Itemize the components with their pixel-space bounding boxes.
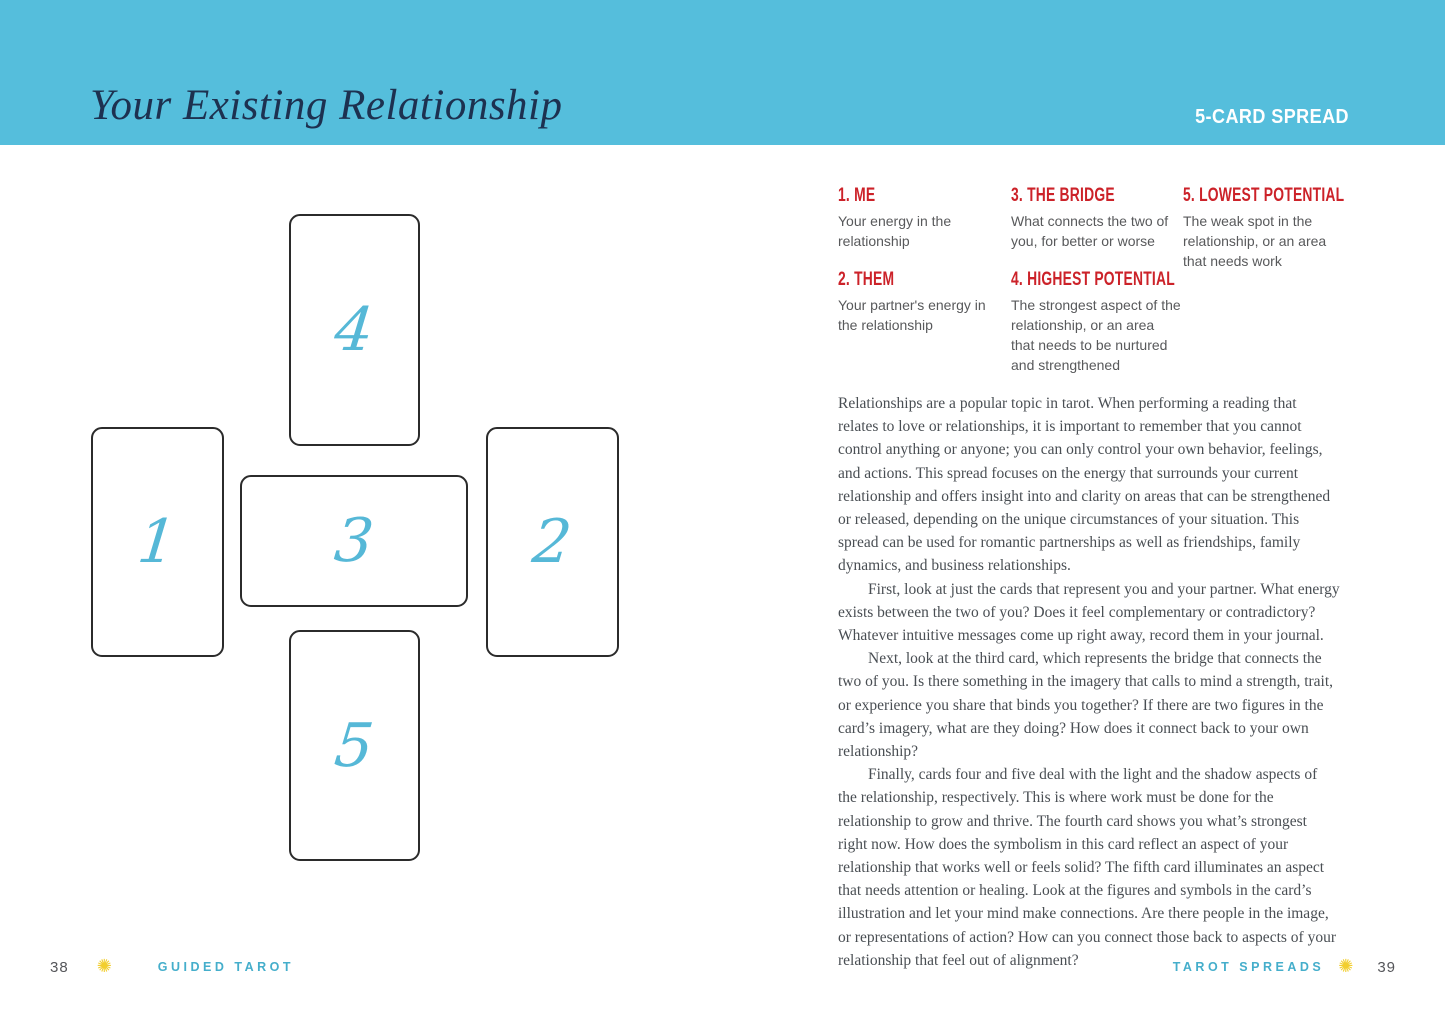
position-label: 5. LOWEST POTENTIAL (1183, 185, 1345, 206)
page-title: Your Existing Relationship (90, 82, 563, 129)
position-description: The weak spot in the relationship, or an area that needs work (1183, 213, 1327, 269)
spread-card-5 (289, 630, 420, 861)
position-label: 4. HIGHEST POTENTIAL (1011, 269, 1175, 290)
position-label: 3. THE BRIDGE (1011, 185, 1115, 206)
section-title: TAROT SPREADS (1172, 960, 1325, 974)
position-description: What connects the two of you, for better or worse (1011, 213, 1169, 249)
position-key-column-1 (838, 186, 1000, 354)
spread-card-1 (91, 427, 224, 657)
card-number-5: 5 (331, 710, 378, 781)
card-number-4: 4 (331, 295, 378, 365)
spread-type-label: 5-CARD SPREAD (1195, 106, 1349, 128)
article-paragraph-3: Next, look at the third card, which represents the bridge that connects the two of you. Is there something in the imagery that calls to mind a strength, trait, or experience you share that binds you together? If there are two figures in the card’s imagery, what are they doing? How does it connect back to your own relationship? (838, 650, 1334, 761)
position-description: The strongest aspect of the relationship, or an area that needs to be nurtured and strengthened (1011, 297, 1181, 373)
position-key-column-3 (1183, 186, 1343, 290)
card-number-2: 2 (529, 507, 576, 577)
spread-card-2 (486, 427, 619, 657)
card-number-1: 1 (134, 507, 181, 577)
position-entry-2 (838, 270, 1000, 335)
position-entry-4 (1011, 270, 1181, 375)
article-text (838, 392, 1340, 972)
sunburst-icon: ✺ (96, 956, 112, 977)
footer-left (50, 958, 294, 976)
page-number-left: 38 (50, 958, 69, 976)
sunburst-icon: ✺ (1338, 956, 1354, 977)
page-number-right: 39 (1377, 958, 1396, 976)
position-entry-1 (838, 186, 1000, 251)
position-description: Your energy in the relationship (838, 213, 952, 249)
position-label: 1. ME (838, 185, 876, 206)
article-paragraph-2: First, look at just the cards that represent you and your partner. What energy exists between the two of you? Does it feel complementary or contradictory? Whatever intuitive messages come up right away, record them in your journal. (838, 580, 1340, 645)
card-number-3: 3 (331, 506, 377, 576)
spread-card-3 (240, 475, 468, 607)
article-paragraph-1: Relationships are a popular topic in tarot. When performing a reading that relates to love or relationships, it is important to remember that you cannot control anything or anyone; you can only control your own behavior, feelings, and actions. This spread focuses on the energy that surrounds your current relationship and offers insight into and clarity on areas that can be strengthened or released, depending on the unique circumstances of your situation. This spread can be used for romantic partnerships as well as friendships, family dynamics, and business relationships. (838, 395, 1331, 575)
position-description: Your partner's energy in the relationship (838, 297, 986, 333)
banner (0, 0, 1445, 145)
spread-card-4 (289, 214, 420, 446)
article-paragraph-4: Finally, cards four and five deal with the light and the shadow aspects of the relationship, respectively. This is where work must be done for the relationship to grow and thrive. The fourth card shows you what’s strongest right now. How does the symbolism in this card reflect an aspect of your relationship that works well or feels solid? The fifth card illuminates an aspect that needs attention or healing. Look at the figures and symbols in the card’s illustration and let your mind make connections. Are there people in the image, or representations of action? How can you connect those back to aspects of your relationship that feel out of alignment? (838, 766, 1336, 969)
book-title: GUIDED TAROT (157, 960, 294, 974)
position-entry-3 (1011, 186, 1181, 251)
position-label: 2. THEM (838, 269, 895, 290)
footer-right (1173, 958, 1396, 976)
position-entry-5 (1183, 186, 1343, 271)
position-key-column-2 (1011, 186, 1181, 394)
